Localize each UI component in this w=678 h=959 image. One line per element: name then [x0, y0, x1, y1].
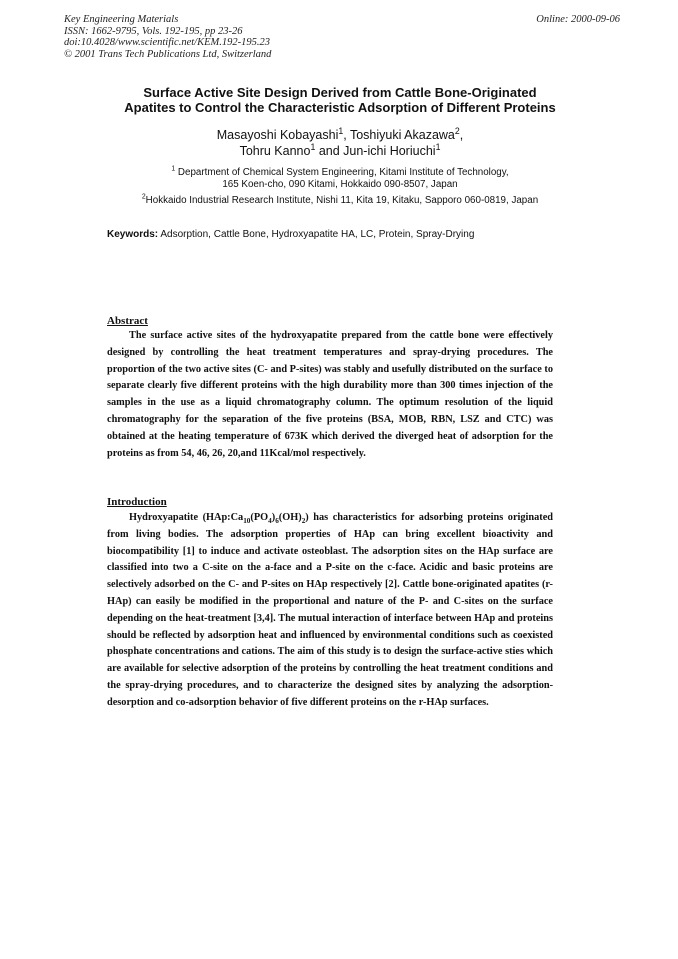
introduction-body: ) has characteristics for adsorbing proteins originated from living bodies. The adsorption properties of HAp can bring excellent bioactivity and biocompatibility [1] to induce and activate osteoblast. The adsorption sites on the HAp surface are classified into two a C-site on the a-face and a P-site on the c-face. Acidic and basic proteins are selectively adsorbed on the C- and P-sites on HAp respectively [2]. Cattle bone-originated apatites (r-HAp) can easily be modified in the proportional and nature of the P- and C-sites on the surface depending on the heat-treatment [3,4]. The mutual interaction of interface between HAp and proteins should be reflected by adsorption heat and influenced by environmental conditions such as coexisted phosphate concentrations and cations. The aim of this study is to design the surface-active sties which are available for selective adsorption of the proteins by controlling the heat treatment conditions and the spray-drying procedures, and to characterize the designed sites by analyzing the adsorption-desorption and co-adsorption behavior of five different proteins on the r-HAp surfaces.	[107, 512, 553, 708]
abstract-heading: Abstract	[107, 315, 148, 327]
author-affiliation-mark: 1	[338, 125, 344, 136]
introduction-heading: Introduction	[107, 496, 167, 508]
introduction-text	[107, 510, 553, 712]
authors-line-2	[80, 141, 600, 160]
affiliation-2	[80, 195, 600, 207]
affiliation-number: 1	[171, 165, 176, 173]
journal-name: Key Engineering Materials	[64, 14, 179, 25]
affiliation-text: Department of Chemical System Engineering, Kitami Institute of Technology,	[177, 167, 509, 178]
keywords-text: Adsorption, Cattle Bone, Hydroxyapatite HA, LC, Protein, Spray-Drying	[160, 229, 475, 240]
author-affiliation-mark: 2	[454, 125, 460, 136]
author-name: Masayoshi Kobayashi	[216, 128, 339, 142]
author-list	[80, 125, 600, 159]
authors-line-1: Masayoshi Kobayashi$^1$, Toshiyuki Akazawa$^2$,	[216, 125, 464, 142]
journal-header	[64, 14, 620, 60]
formula-part: )	[271, 512, 276, 523]
issn-line: ISSN: 1662-9795, Vols. 192-195, pp 23-26	[64, 25, 243, 37]
affiliation-text: Hokkaido Industrial Research Institute, Nishi 11, Kita 19, Kitaku, Sapporo 060-0819, Japan	[145, 195, 539, 206]
formula-subscript: 2	[301, 517, 306, 526]
affiliation-2-line-1	[80, 195, 600, 207]
affiliation-1-line-1	[80, 167, 600, 179]
author-affiliation-mark: 1	[435, 141, 441, 152]
author-conjunction: and	[318, 143, 340, 158]
author-name: Tohru Kanno	[239, 143, 311, 158]
abstract-text: The surface active sites of the hydroxyapatite prepared from the cattle bone were effectively designed by controlling the heat treatment temperatures and spray-drying procedures. The proportion of the two active sites (C- and P-sites) was stably and usefully distributed on the surface to separate clearly five different proteins with the high durability more than 300 times injection of the samples in the use as a liquid chromatography column. The optimum resolution of the liquid chromatography for the separation of the five proteins (BSA, MOB, RBN, LSZ and CTC) was obtained at the heating temperature of 673K which derived the diverged heat of adsorption for the proteins as from 54, 46, 26, 20,and 11Kcal/mol respectively.	[107, 330, 553, 459]
author-name: Jun-ichi Horiuchi	[343, 143, 436, 158]
affiliation-number: 2	[141, 193, 146, 201]
title-line-1: Surface Active Site Design Derived from Cattle Bone-Originated	[143, 85, 537, 100]
formula-lead: Hydroxyapatite (HAp:Ca	[129, 512, 244, 523]
affiliation-1	[80, 167, 600, 191]
title-line-2: Apatites to Control the Characteristic Adsorption of Different Proteins	[124, 100, 556, 115]
formula-subscript: 10	[243, 517, 251, 526]
paper-title	[80, 85, 600, 115]
copyright-line: © 2001 Trans Tech Publications Ltd, Switzerland	[64, 48, 272, 60]
formula-subscript: 4	[268, 517, 272, 526]
online-date: Online: 2000-09-06	[536, 14, 620, 25]
formula-subscript: 6	[275, 517, 279, 526]
affiliation-1-line-2: 165 Koen-cho, 090 Kitami, Hokkaido 090-8507, Japan	[222, 179, 458, 190]
keywords	[107, 229, 607, 241]
keywords-label: Keywords:	[107, 229, 159, 240]
formula-part: (OH)	[278, 512, 302, 523]
author-name: Toshiyuki Akazawa	[349, 128, 455, 142]
formula-part: (PO	[250, 512, 269, 523]
doi-line: doi:10.4028/www.scientific.net/KEM.192-195.23	[64, 37, 270, 49]
author-affiliation-mark: 1	[310, 141, 316, 152]
